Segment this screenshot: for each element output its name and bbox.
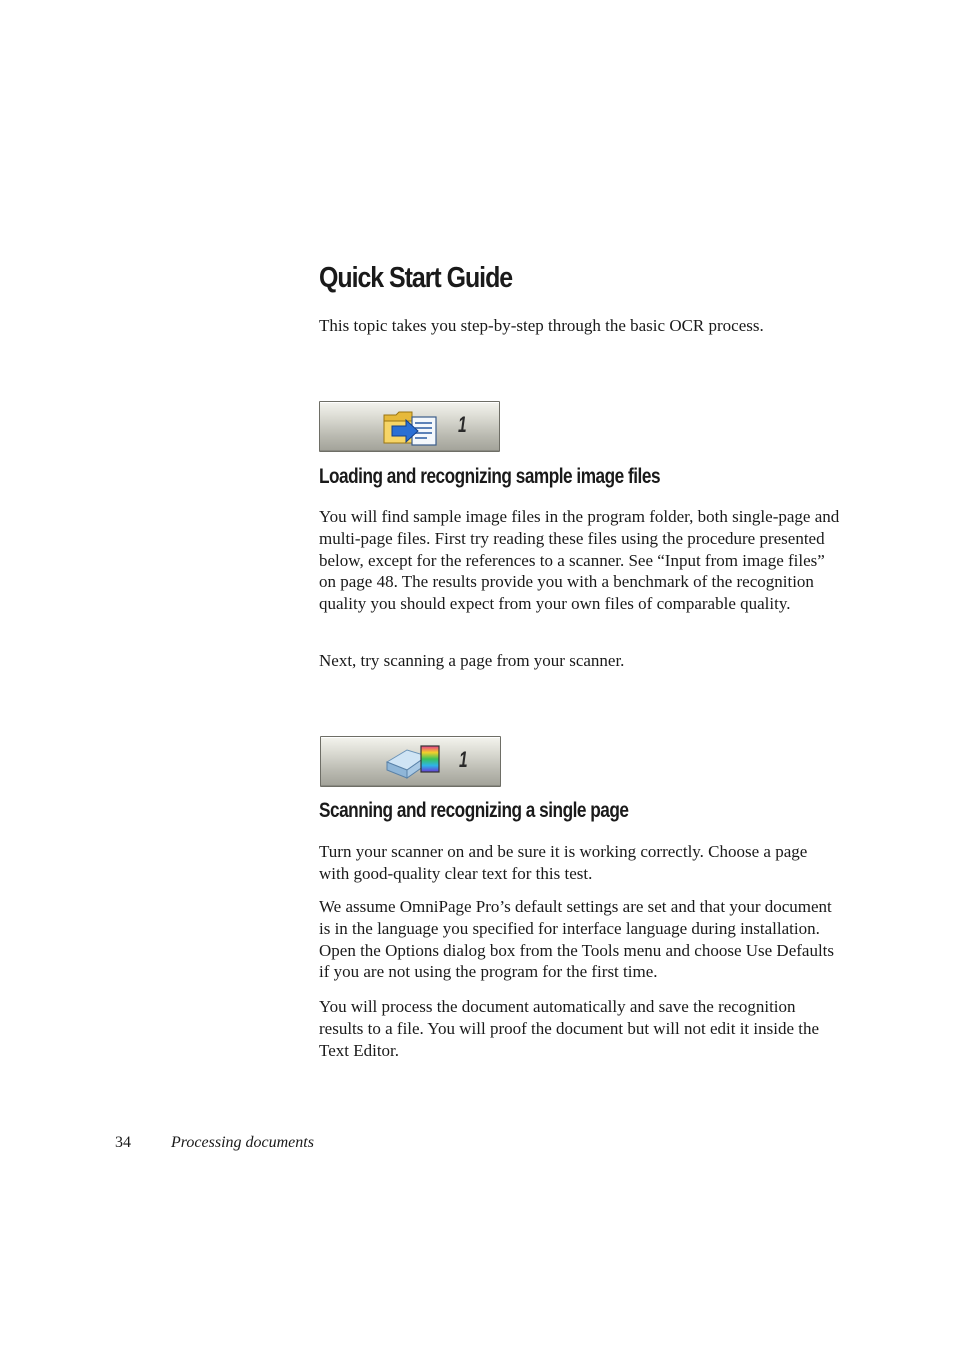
paragraph-next-step: Next, try scanning a page from your scanner. [319,651,625,670]
scanner-icon [383,742,445,782]
section-heading-loading: Loading and recognizing sample image files [319,465,661,488]
scan-page-button[interactable] [320,736,501,787]
paragraph-default-settings: We assume OmniPage Pro’s default settings are set and that your document is in the language you specified for interface language during installation. Open the Options dialog box from the Tools menu and choose Use Defaults if you are not using the program for the first time. [319,897,835,982]
intro-text: This topic takes you step-by-step through the basic OCR process. [319,316,764,335]
step-number: 1 [458,412,467,437]
page-number: 34 [115,1134,131,1151]
section-heading-scanning: Scanning and recognizing a single page [319,799,629,822]
load-image-files-button[interactable] [319,401,500,452]
paragraph-process-document: You will process the document automatically and save the recognition results to a file. You will proof the document but will not edit it inside the Text Editor. [319,997,820,1060]
paragraph-sample-files: You will find sample image files in the program folder, both single-page and multi-page files. First try reading these files using the procedure presented below, except for the references to a scanner. See “Input from image files” on page 48. The results provide you with a benchmark of the recognition quality you should expect from your own files of comparable quality. [319,507,840,614]
page-title: Quick Start Guide [319,262,513,294]
load-files-icon [382,407,444,447]
paragraph-turn-on-scanner: Turn your scanner on and be sure it is working correctly. Choose a page with good-quality clear text for this test. [319,842,808,883]
footer-section-title: Processing documents [171,1134,314,1151]
step-number: 1 [459,747,468,772]
